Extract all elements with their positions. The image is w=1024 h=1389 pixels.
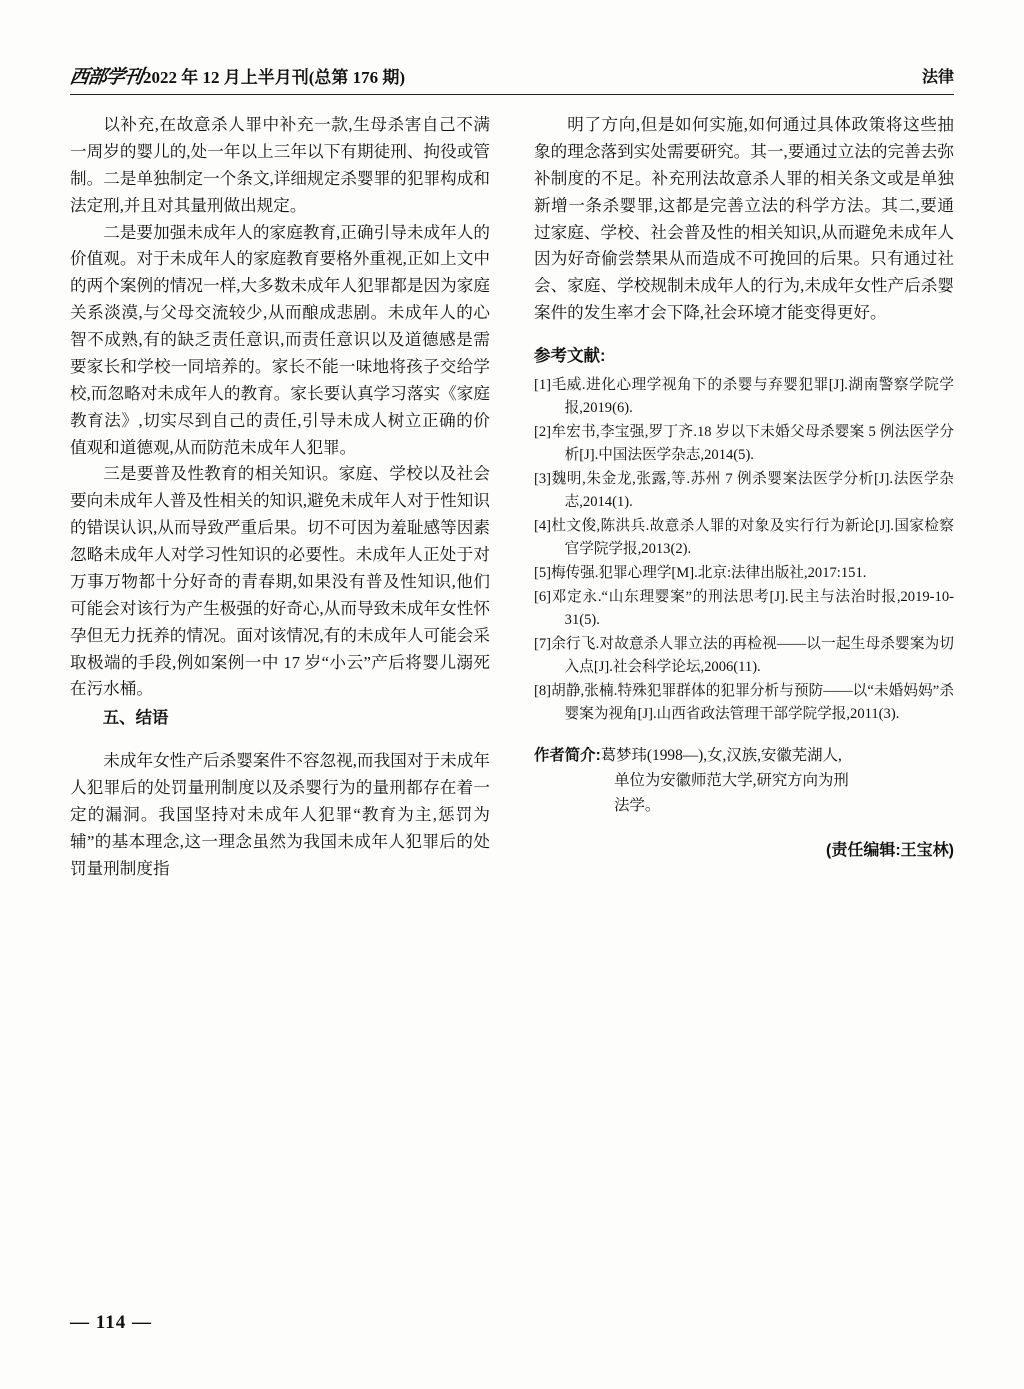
author-bio-line: 单位为安徽师范大学,研究方向为刑: [614, 772, 849, 790]
paragraph: 以补充,在故意杀人罪中补充一款,生母杀害自己不满一周岁的婴儿的,处一年以上三年以下有期徒刑、拘役或管制。二是单独制定一个条文,详细规定杀婴罪的犯罪构成和法定刑,并且对其量刑做出规定。: [70, 115, 490, 215]
list-item: [2]牟宏书,李宝强,罗丁齐.18 岁以下未婚父母杀婴案 5 例法医学分析[J].中国法医学杂志,2014(5).: [534, 423, 954, 463]
page-header: [70, 60, 954, 94]
author-bio-line: 葛梦玮(1998—),女,汉族,安徽芜湖人,: [600, 747, 842, 765]
list-item: [1]毛威.进化心理学视角下的杀婴与弃婴犯罪[J].湖南警察学院学报,2019(6).: [534, 376, 954, 416]
journal-title: 西部学刊: [68, 67, 144, 88]
list-item: [4]杜文俊,陈洪兵.故意杀人罪的对象及实行行为新论[J].国家检察官学院学报,2013(2).: [534, 518, 954, 558]
author-bio: [534, 744, 954, 818]
responsible-editor: (责任编辑:王宝林): [826, 842, 954, 860]
header-rule: [70, 94, 954, 95]
right-column: [534, 112, 954, 864]
list-item: [5]梅传强.犯罪心理学[M].北京:法律出版社,2017:151.: [534, 565, 867, 582]
page-number: — 114 —: [70, 1312, 152, 1333]
list-item: [6]邓定永.“山东理婴案”的刑法思考[J].民主与法治时报,2019-10-31(5).: [534, 589, 954, 629]
section-category: 法律: [921, 69, 954, 86]
paragraph: 未成年女性产后杀婴案件不容忽视,而我国对于未成年人犯罪后的处罚量刑制度以及杀婴行为的量刑都存在着一定的漏洞。我国坚持对未成年人犯罪“教育为主,惩罚为辅”的基本理念,这一理念虽然为我国未成年人犯罪后的处罚量刑制度指: [70, 751, 490, 878]
list-item: [8]胡静,张楠.特殊犯罪群体的犯罪分析与预防——以“未婚妈妈”杀婴案为视角[J].山西省政法管理干部学院学报,2011(3).: [534, 683, 954, 723]
author-bio-label: 作者简介:: [534, 747, 601, 765]
paragraph: 二是要加强未成年人的家庭教育,正确引导未成年人的价值观。对于未成年人的家庭教育要格外重视,正如上文中的两个案例的情况一样,大多数未成年人犯罪都是因为家庭关系淡漠,与父母交流较少,从而酿成悲剧。未成年人的心智不成熟,有的缺乏责任意识,而责任意识以及道德感是需要家长和学校一同培养的。家长不能一味地将孩子交给学校,而忽略对未成年人的教育。家长要认真学习落实《家庭教育法》,切实尽到自己的责任,引导未成人树立正确的价值观和道德观,从而防范未成年人犯罪。: [70, 222, 490, 457]
paragraph: 三是要普及性教育的相关知识。家庭、学校以及社会要向未成年人普及性相关的知识,避免未成年人对于性知识的错误认识,从而导致严重后果。切不可因为羞耻感等因素忽略未成年人对学习性知识的必要性。未成年人正处于对万事万物都十分好奇的青春期,如果没有普及性知识,他们可能会对该行为产生极强的好奇心,从而导致未成年女性怀孕但无力抚养的情况。面对该情况,有的未成年人可能会采取极端的手段,例如案例一中 17 岁“小云”产后将婴儿溺死在污水桶。: [70, 464, 490, 699]
paragraph: 明了方向,但是如何实施,如何通过具体政策将这些抽象的理念落到实处需要研究。其一,要通过立法的完善去弥补制度的不足。补充刑法故意杀人罪的相关条文或是单独新增一条杀婴罪,这都是完善立法的科学方法。其二,要通过家庭、学校、社会普及性的相关知识,从而避免未成年人因为好奇偷尝禁果从而造成不可挽回的后果。只有通过社会、家庭、学校规制未成年人的行为,未成年女性产后杀婴案件的发生率才会下降,社会环境才能变得更好。: [534, 115, 954, 323]
list-item: [3]魏明,朱金龙,张露,等.苏州 7 例杀婴案法医学分析[J].法医学杂志,2014(1).: [534, 470, 954, 510]
section-heading: 五、结语: [102, 709, 169, 728]
author-bio-line: 法学。: [614, 796, 661, 814]
header-left-group: [70, 62, 405, 89]
references-heading: 参考文献:: [534, 347, 606, 365]
body-columns: [70, 112, 954, 883]
list-item: [7]余行飞.对故意杀人罪立法的再检视——以一起生母杀婴案为切入点[J].社会科学论坛,2006(11).: [534, 636, 954, 676]
issue-info: 2022 年 12 月上半月刊(总第 176 期): [143, 68, 406, 87]
left-column: [70, 112, 490, 883]
references-list: [534, 374, 954, 727]
